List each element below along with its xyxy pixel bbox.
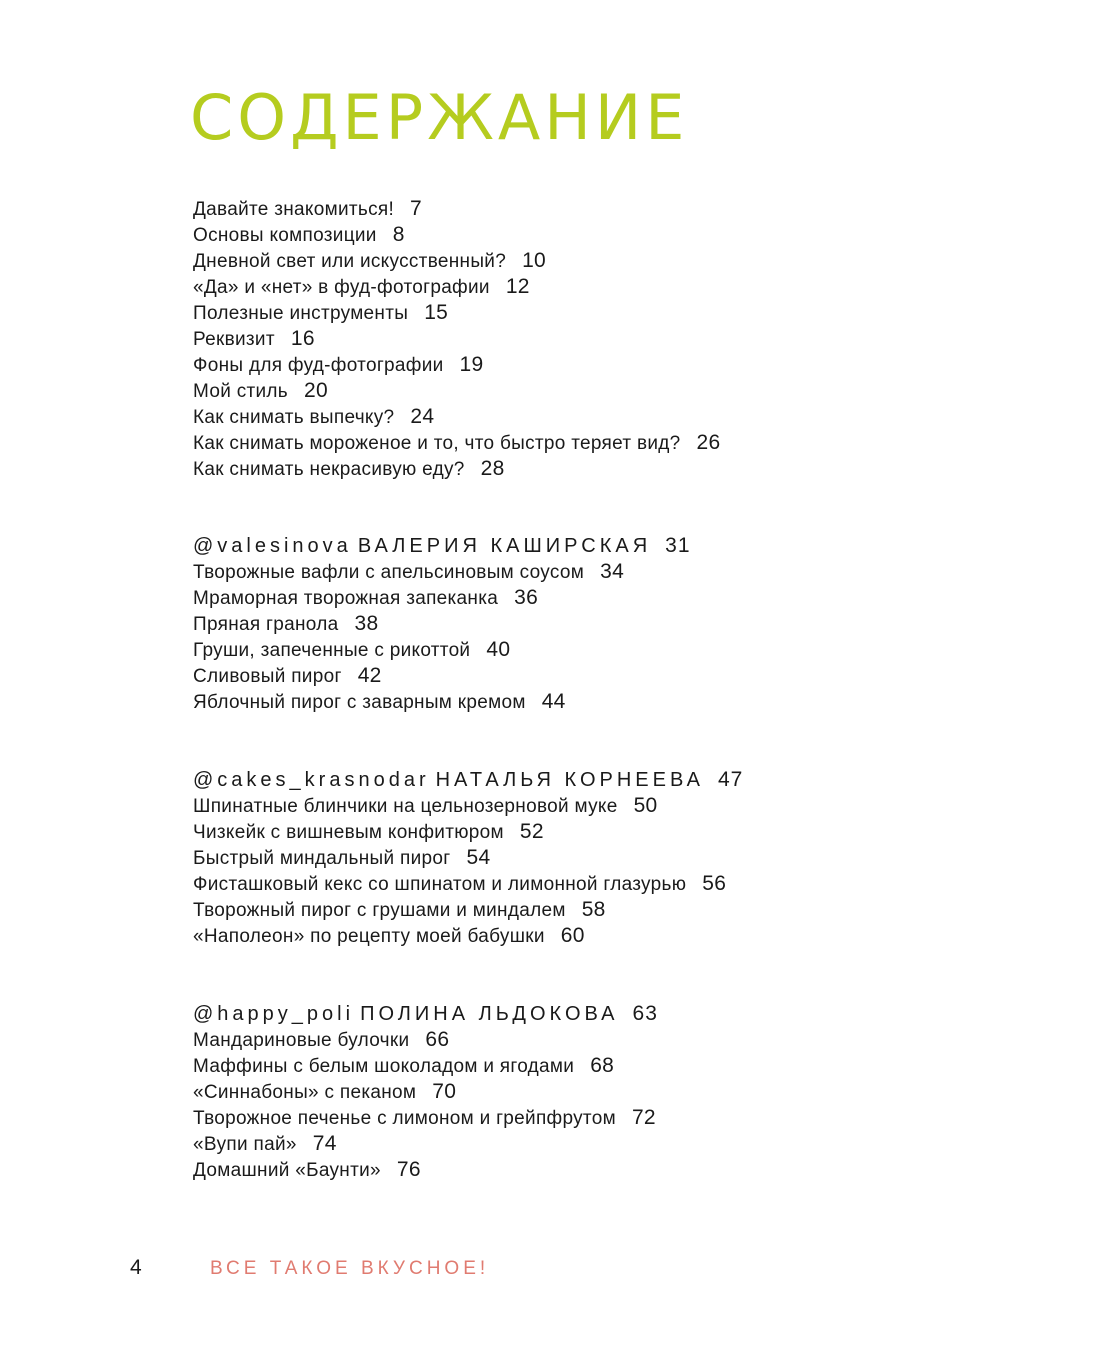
toc-entry[interactable] <box>193 274 1073 300</box>
toc-entry[interactable] <box>193 222 1073 248</box>
recipe-entry-page: 42 <box>357 664 382 687</box>
recipe-entry[interactable] <box>193 611 1073 637</box>
recipe-entry[interactable] <box>193 923 1073 949</box>
recipe-entry-text: Пряная гранола <box>193 614 339 635</box>
toc-entry-page: 12 <box>505 275 530 298</box>
toc-entry-page: 10 <box>522 249 547 272</box>
toc-entry[interactable] <box>193 404 1073 430</box>
toc-entry-page: 15 <box>424 301 449 324</box>
recipe-entry-page: 74 <box>312 1132 337 1155</box>
toc-entry-page: 24 <box>410 405 435 428</box>
recipe-entry-text: Маффины с белым шоколадом и ягодами <box>193 1056 575 1077</box>
recipe-entry-page: 40 <box>486 638 511 661</box>
recipe-entry-text: Творожные вафли с апельсиновым соусом <box>193 562 585 583</box>
recipe-entry-text: «Наполеон» по рецепту моей бабушки <box>193 926 545 947</box>
recipe-entry-text: Мраморная творожная запеканка <box>193 588 499 609</box>
author-heading[interactable] <box>193 767 1073 793</box>
author-page: 31 <box>665 534 691 557</box>
toc-entry-text: Как снимать некрасивую еду? <box>193 459 465 480</box>
recipe-entry-text: «Синнабоны» с пеканом <box>193 1082 417 1103</box>
author-heading[interactable] <box>193 533 1073 559</box>
recipe-entry[interactable] <box>193 637 1073 663</box>
recipe-entry-text: Чизкейк с вишневым конфитюром <box>193 822 504 843</box>
recipe-entry-text: «Вупи пай» <box>193 1134 297 1155</box>
toc-entry-page: 26 <box>696 431 721 454</box>
recipe-entry[interactable] <box>193 663 1073 689</box>
toc-entry-page: 16 <box>290 327 315 350</box>
toc-entry-text: Фоны для фуд-фотографии <box>193 355 444 376</box>
toc-entry[interactable] <box>193 248 1073 274</box>
toc-entry[interactable] <box>193 456 1073 482</box>
recipe-entry[interactable] <box>193 845 1073 871</box>
recipe-entry-page: 50 <box>633 794 658 817</box>
recipe-entry-text: Творожное печенье с лимоном и грейпфрутом <box>193 1108 616 1129</box>
toc-entry-text: Как снимать мороженое и то, что быстро теряет вид? <box>193 433 681 454</box>
recipe-entry-page: 68 <box>590 1054 615 1077</box>
recipe-entry-text: Яблочный пирог с заварным кремом <box>193 692 526 713</box>
recipe-entry[interactable] <box>193 1131 1073 1157</box>
toc-entry[interactable] <box>193 352 1073 378</box>
author-section <box>193 1001 1073 1183</box>
toc-entry-text: Реквизит <box>193 329 275 350</box>
running-footer-title: ВСЕ ТАКОЕ ВКУСНОЕ! <box>210 1258 490 1279</box>
recipe-entry-text: Груши, запеченные с рикоттой <box>193 640 471 661</box>
toc-entry-text: «Да» и «нет» в фуд-фотографии <box>193 277 490 298</box>
toc-entry[interactable] <box>193 378 1073 404</box>
recipe-entry-page: 66 <box>425 1028 450 1051</box>
toc-entry[interactable] <box>193 430 1073 456</box>
toc-entry-page: 8 <box>392 223 405 246</box>
author-page: 63 <box>632 1002 658 1025</box>
recipe-entry-text: Сливовый пирог <box>193 666 342 687</box>
page-title: СОДЕРЖАНИЕ <box>190 81 689 154</box>
toc-entry-page: 20 <box>304 379 328 402</box>
author-heading[interactable] <box>193 1001 1073 1027</box>
intro-list <box>193 196 1073 482</box>
recipe-entry-page: 76 <box>396 1158 421 1181</box>
recipe-entry[interactable] <box>193 1027 1073 1053</box>
toc-entry-page: 19 <box>459 353 484 376</box>
recipe-entry[interactable] <box>193 559 1073 585</box>
recipe-entry-page: 52 <box>519 820 544 843</box>
recipe-entry-text: Домашний «Баунти» <box>193 1160 381 1181</box>
author-name: ПОЛИНА ЛЬДОКОВА <box>360 1003 619 1025</box>
recipe-entry-page: 56 <box>702 872 727 895</box>
toc-entry-page: 28 <box>480 457 505 480</box>
recipe-entry-page: 38 <box>354 612 379 635</box>
recipe-entry[interactable] <box>193 897 1073 923</box>
recipe-entry[interactable] <box>193 1105 1073 1131</box>
author-page: 47 <box>717 768 744 791</box>
recipe-entry-page: 58 <box>581 898 606 921</box>
recipe-entry[interactable] <box>193 1053 1073 1079</box>
recipe-entry[interactable] <box>193 689 1073 715</box>
toc-entry-text: Как снимать выпечку? <box>193 407 395 428</box>
recipe-entry-text: Творожный пирог с грушами и миндалем <box>193 900 566 921</box>
toc-entry-text: Мой стиль <box>193 381 289 402</box>
toc-entry-text: Полезные инструменты <box>193 303 409 324</box>
author-section <box>193 533 1073 715</box>
recipe-entry-page: 54 <box>466 846 491 869</box>
recipe-entry-page: 44 <box>541 690 566 713</box>
recipe-entry-page: 34 <box>600 560 625 583</box>
recipe-entry-page: 36 <box>514 586 539 609</box>
toc-entry-page: 7 <box>410 197 423 220</box>
toc-entry[interactable] <box>193 326 1073 352</box>
recipe-entry[interactable] <box>193 871 1073 897</box>
toc-entry[interactable] <box>193 300 1073 326</box>
author-name: ВАЛЕРИЯ КАШИРСКАЯ <box>357 535 652 557</box>
author-handle: @valesinova <box>193 535 352 557</box>
recipe-entry-text: Быстрый миндальный пирог <box>193 848 451 869</box>
recipe-entry[interactable] <box>193 585 1073 611</box>
author-handle: @cakes_krasnodar <box>193 769 430 791</box>
toc-entry-text: Давайте знакомиться! <box>193 199 395 220</box>
recipe-entry-page: 60 <box>560 924 585 947</box>
recipe-entry[interactable] <box>193 793 1073 819</box>
recipe-entry[interactable] <box>193 819 1073 845</box>
recipe-entry-page: 70 <box>432 1080 457 1103</box>
author-name: НАТАЛЬЯ КОРНЕЕВА <box>435 769 704 791</box>
recipe-entry[interactable] <box>193 1079 1073 1105</box>
toc-entry-text: Основы композиции <box>193 225 377 246</box>
recipe-entry-text: Фисташковый кекс со шпинатом и лимонной глазурью <box>193 874 687 895</box>
recipe-entry-text: Шпинатные блинчики на цельнозерновой муке <box>193 796 618 817</box>
toc-entry-text: Дневной свет или искусственный? <box>193 251 507 272</box>
recipe-entry[interactable] <box>193 1157 1073 1183</box>
author-handle: @happy_poli <box>193 1003 355 1025</box>
recipe-entry-page: 72 <box>631 1106 656 1129</box>
toc-entry[interactable] <box>193 196 1073 222</box>
author-section <box>193 767 1073 949</box>
page-number: 4 <box>130 1256 142 1279</box>
recipe-entry-text: Мандариновые булочки <box>193 1030 410 1051</box>
